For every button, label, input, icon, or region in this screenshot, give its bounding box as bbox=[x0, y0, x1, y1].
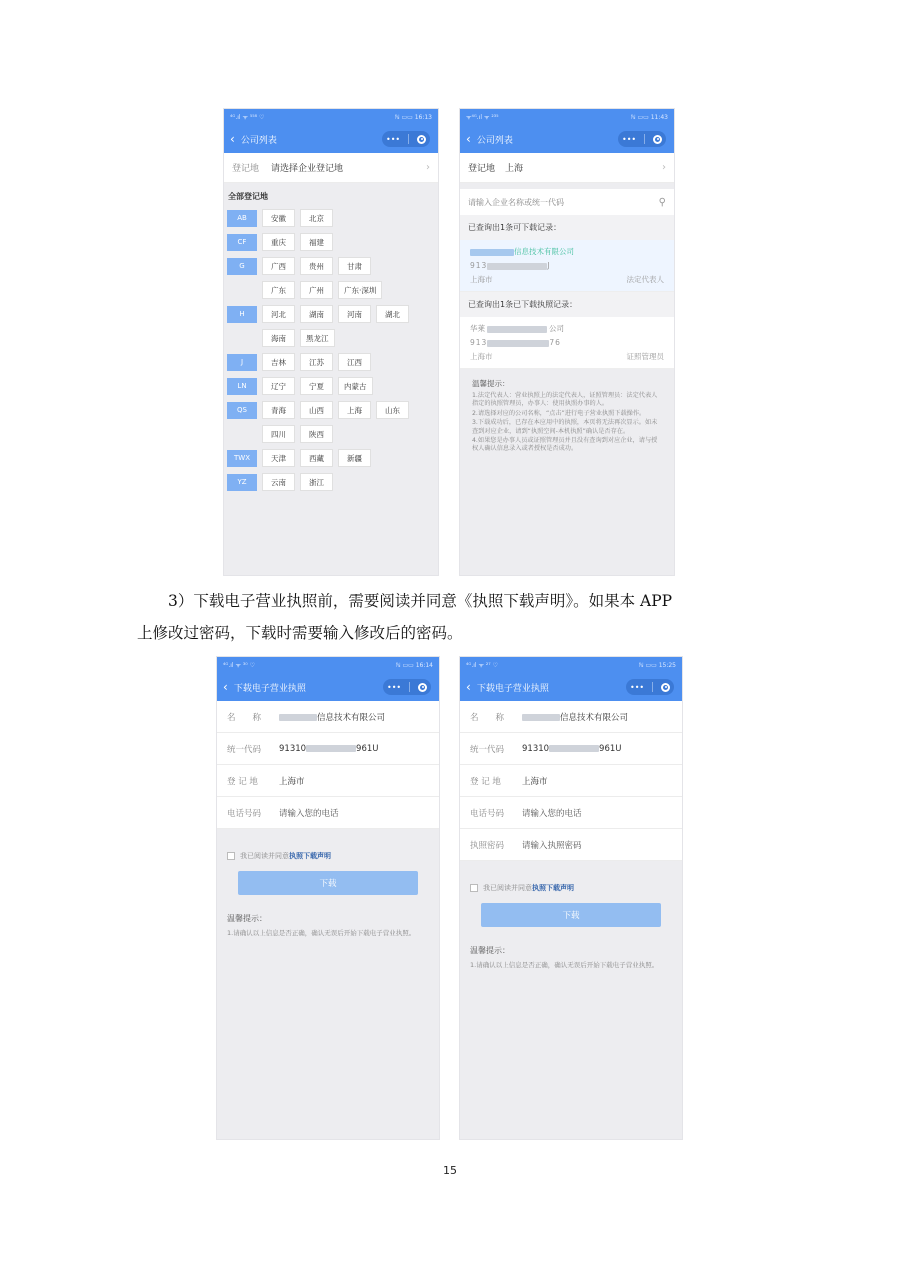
reg-value: 上海 bbox=[505, 164, 524, 174]
phone-input[interactable]: 请输入您的电话 bbox=[279, 808, 339, 819]
mini-program-capsule[interactable] bbox=[382, 131, 430, 147]
download-button[interactable]: 下载 bbox=[481, 903, 661, 927]
status-signal: ᯤ⁴ᴳ.ıl ᯤ ²³⁵ bbox=[466, 114, 499, 121]
region-groups bbox=[224, 208, 438, 492]
region-letter-badge: CF bbox=[227, 234, 257, 251]
region-chip[interactable]: 广东·深圳 bbox=[338, 281, 382, 299]
phone-screenshot-company-list bbox=[459, 108, 675, 576]
region-group-row bbox=[227, 280, 438, 300]
nav-bar bbox=[460, 125, 674, 153]
name-value: 信息技术有限公司 bbox=[522, 711, 628, 723]
region-chip[interactable]: 江西 bbox=[338, 353, 371, 371]
search-bar[interactable] bbox=[460, 189, 674, 215]
region-chip[interactable]: 浙江 bbox=[300, 473, 333, 491]
region-chip[interactable]: 辽宁 bbox=[262, 377, 295, 395]
company-code: 913 J bbox=[470, 261, 551, 270]
registration-selector[interactable] bbox=[460, 153, 674, 183]
tips-block bbox=[460, 369, 674, 465]
region-group-row bbox=[227, 328, 438, 348]
search-input[interactable]: 请输入企业名称或统一代码 bbox=[468, 197, 564, 207]
back-arrow-icon[interactable]: ‹ bbox=[466, 680, 471, 694]
code-label: 统一代码 bbox=[227, 744, 262, 755]
redacted-block bbox=[306, 745, 356, 752]
phone-screenshot-region-list bbox=[223, 108, 439, 576]
status-bar bbox=[224, 109, 438, 125]
more-icon[interactable]: ••• bbox=[621, 134, 637, 144]
mini-program-capsule[interactable] bbox=[383, 679, 431, 695]
region-chip[interactable]: 江苏 bbox=[300, 353, 333, 371]
region-letter-badge: G bbox=[227, 258, 257, 275]
status-signal: ⁴ᴳ.ıl ᯤ ⁵⁵⁸ ♡ bbox=[230, 114, 265, 121]
status-time: ℕ ▭▭ 11:43 bbox=[630, 113, 668, 121]
region-chip[interactable]: 黑龙江 bbox=[300, 329, 335, 347]
code-label: 统一代码 bbox=[470, 744, 505, 755]
nav-title: 公司列表 bbox=[476, 135, 513, 146]
region-chip[interactable]: 陕西 bbox=[300, 425, 333, 443]
nav-bar bbox=[224, 125, 438, 153]
region-group-row bbox=[227, 232, 438, 252]
status-time: ℕ ▭▭ 15:25 bbox=[638, 661, 676, 669]
company-city: 上海市 bbox=[470, 352, 493, 361]
tip-item: 2.请选择对应的公司名称，“点击”进行电子营业执照下载操作。 bbox=[472, 409, 646, 417]
company-record-downloadable[interactable] bbox=[460, 240, 674, 292]
name-row bbox=[460, 701, 682, 733]
company-role: 证照管理员 bbox=[626, 352, 664, 361]
region-letter-badge: YZ bbox=[227, 474, 257, 491]
chevron-right-icon: › bbox=[662, 162, 666, 173]
company-code: 913 76 bbox=[470, 338, 561, 347]
tips-block bbox=[460, 927, 682, 971]
status-signal: ⁴ᴳ.ıl ᯤ ³⁰ ♡ bbox=[223, 662, 255, 669]
reg-label: 登 记 地 bbox=[470, 776, 501, 787]
redacted-block bbox=[487, 340, 549, 347]
region-chip[interactable]: 安徽 bbox=[262, 209, 295, 227]
region-group-row bbox=[227, 400, 438, 420]
region-chip[interactable]: 广西 bbox=[262, 257, 295, 275]
region-chip[interactable]: 广州 bbox=[300, 281, 333, 299]
back-arrow-icon[interactable]: ‹ bbox=[230, 132, 235, 146]
region-chip[interactable]: 贵州 bbox=[300, 257, 333, 275]
redacted-block bbox=[487, 326, 547, 333]
region-chip[interactable]: 广东 bbox=[262, 281, 295, 299]
name-row bbox=[217, 701, 439, 733]
code-row bbox=[217, 733, 439, 765]
back-arrow-icon[interactable]: ‹ bbox=[466, 132, 471, 146]
more-icon[interactable]: ••• bbox=[629, 682, 645, 692]
region-chip[interactable]: 新疆 bbox=[338, 449, 371, 467]
region-group-row bbox=[227, 352, 438, 372]
page-number: 15 bbox=[443, 1164, 457, 1177]
agreement-row[interactable] bbox=[460, 883, 682, 893]
region-chip[interactable]: 北京 bbox=[300, 209, 333, 227]
reg-row bbox=[217, 765, 439, 797]
region-chip[interactable]: 河北 bbox=[262, 305, 295, 323]
region-letter-badge bbox=[227, 426, 257, 443]
download-button[interactable]: 下载 bbox=[238, 871, 418, 895]
region-letter-badge: J bbox=[227, 354, 257, 371]
downloaded-section-title: 已查询出1条已下载执照记录： bbox=[460, 292, 674, 317]
search-icon[interactable]: ⚲ bbox=[658, 196, 666, 208]
more-icon[interactable]: ••• bbox=[385, 134, 401, 144]
code-value: 91310 961U bbox=[522, 743, 622, 754]
nav-title: 下载电子营业执照 bbox=[476, 683, 549, 694]
agree-text: 我已阅读并同意 bbox=[483, 884, 532, 892]
tips-title: 温馨提示： bbox=[470, 946, 510, 955]
password-input[interactable]: 请输入执照密码 bbox=[522, 840, 582, 851]
reg-value: 请选择企业登记地 bbox=[271, 164, 344, 174]
phone-row[interactable] bbox=[460, 797, 682, 829]
redacted-block bbox=[549, 745, 599, 752]
tips-title: 温馨提示： bbox=[227, 914, 267, 923]
region-letter-badge: TWX bbox=[227, 450, 257, 467]
phone-input[interactable]: 请输入您的电话 bbox=[522, 808, 582, 819]
status-time: ℕ ▭▭ 16:14 bbox=[395, 661, 433, 669]
tips-block bbox=[217, 895, 439, 939]
reg-row bbox=[460, 765, 682, 797]
name-value: 信息技术有限公司 bbox=[279, 711, 385, 723]
region-chip[interactable]: 甘肃 bbox=[338, 257, 371, 275]
agree-checkbox[interactable] bbox=[470, 884, 478, 892]
nav-bar bbox=[460, 673, 682, 701]
region-group-row bbox=[227, 472, 438, 492]
region-chip[interactable]: 吉林 bbox=[262, 353, 295, 371]
redacted-block bbox=[470, 249, 514, 256]
region-letter-badge: LN bbox=[227, 378, 257, 395]
tip-item: 1.请确认以上信息是否正确，确认无误后开始下载电子营业执照。 bbox=[227, 929, 416, 937]
code-row bbox=[460, 733, 682, 765]
mini-program-capsule[interactable] bbox=[618, 131, 666, 147]
reg-value: 上海市 bbox=[279, 776, 305, 787]
phone-screenshot-download-form-password bbox=[459, 656, 683, 1140]
status-time: ℕ ▭▭ 16:13 bbox=[394, 113, 432, 121]
region-group-row bbox=[227, 208, 438, 228]
region-chip[interactable]: 西藏 bbox=[300, 449, 333, 467]
redacted-block bbox=[487, 263, 547, 270]
region-group-row bbox=[227, 256, 438, 276]
tip-item: 1.请确认以上信息是否正确，确认无误后开始下载电子营业执照。 bbox=[470, 961, 659, 969]
region-group-row bbox=[227, 304, 438, 324]
agree-checkbox[interactable] bbox=[227, 852, 235, 860]
close-target-icon[interactable] bbox=[418, 683, 427, 692]
region-chip[interactable]: 河南 bbox=[338, 305, 371, 323]
region-letter-badge bbox=[227, 330, 257, 347]
status-signal: ⁴ᴳ.ıl ᯤ ²⁷ ♡ bbox=[466, 662, 498, 669]
tip-item: 4.如果您是办事人员或证照管理员并且没有查询到对应企业，请与授权人确认信息录入或者授权是否成功。 bbox=[472, 436, 658, 453]
region-chip[interactable]: 宁夏 bbox=[300, 377, 333, 395]
password-row[interactable] bbox=[460, 829, 682, 861]
status-bar bbox=[460, 657, 682, 673]
nav-title: 下载电子营业执照 bbox=[233, 683, 306, 694]
region-chip[interactable]: 重庆 bbox=[262, 233, 295, 251]
phone-label: 电话号码 bbox=[470, 808, 505, 819]
code-value: 91310 961U bbox=[279, 743, 379, 754]
reg-label: 登 记 地 bbox=[227, 776, 258, 787]
region-chip[interactable]: 四川 bbox=[262, 425, 295, 443]
region-group-row bbox=[227, 448, 438, 468]
company-role: 法定代表人 bbox=[626, 275, 664, 284]
company-name: 信息技术有限公司 bbox=[470, 246, 664, 257]
reg-value: 上海市 bbox=[522, 776, 548, 787]
region-chip[interactable]: 山东 bbox=[376, 401, 409, 419]
tips-title: 温馨提示： bbox=[472, 379, 510, 388]
name-label: 名 称 bbox=[227, 712, 262, 723]
status-bar bbox=[217, 657, 439, 673]
agree-text: 我已阅读并同意 bbox=[240, 852, 289, 860]
region-chip[interactable]: 青海 bbox=[262, 401, 295, 419]
close-target-icon[interactable] bbox=[661, 683, 670, 692]
agreement-link[interactable]: 执照下载声明 bbox=[532, 884, 574, 892]
close-target-icon[interactable] bbox=[417, 135, 426, 144]
redacted-block bbox=[279, 714, 317, 721]
company-name: 华莱 公司 bbox=[470, 324, 564, 333]
region-chip[interactable]: 福建 bbox=[300, 233, 333, 251]
region-letter-badge: AB bbox=[227, 210, 257, 227]
company-city: 上海市 bbox=[470, 275, 493, 284]
tip-item: 1.法定代表人：营业执照上的法定代表人，证照管理员：法定代表人指定的执照管理员，办事人：使用执照办事的人。 bbox=[472, 392, 658, 408]
region-group-row bbox=[227, 424, 438, 444]
nav-bar bbox=[217, 673, 439, 701]
paragraph-line-1: 3）下载电子营业执照前，需要阅读并同意《执照下载声明》。如果本 APP bbox=[168, 592, 673, 610]
more-icon[interactable]: ••• bbox=[386, 682, 402, 692]
region-letter-badge: H bbox=[227, 306, 257, 323]
mini-program-capsule[interactable] bbox=[626, 679, 674, 695]
name-label: 名 称 bbox=[470, 712, 505, 723]
region-chip[interactable]: 山西 bbox=[300, 401, 333, 419]
region-chip[interactable]: 湖北 bbox=[376, 305, 409, 323]
all-regions-title: 全部登记地 bbox=[228, 192, 268, 201]
paragraph-line-2: 上修改过密码，下载时需要输入修改后的密码。 bbox=[137, 624, 463, 642]
region-letter-badge: QS bbox=[227, 402, 257, 419]
agreement-link[interactable]: 执照下载声明 bbox=[289, 852, 331, 860]
phone-row[interactable] bbox=[217, 797, 439, 829]
region-chip[interactable]: 湖南 bbox=[300, 305, 333, 323]
downloadable-section-title: 已查询出1条可下载记录： bbox=[460, 215, 674, 240]
close-target-icon[interactable] bbox=[653, 135, 662, 144]
region-chip[interactable]: 天津 bbox=[262, 449, 295, 467]
region-letter-badge bbox=[227, 282, 257, 299]
back-arrow-icon[interactable]: ‹ bbox=[223, 680, 228, 694]
company-record-downloaded[interactable] bbox=[460, 317, 674, 369]
region-group-row bbox=[227, 376, 438, 396]
reg-label: 登记地 bbox=[232, 164, 260, 174]
region-chip[interactable]: 云南 bbox=[262, 473, 295, 491]
region-chip[interactable]: 海南 bbox=[262, 329, 295, 347]
agreement-row[interactable] bbox=[217, 851, 439, 861]
reg-label: 登记地 bbox=[468, 164, 496, 174]
phone-label: 电话号码 bbox=[227, 808, 262, 819]
nav-title: 公司列表 bbox=[240, 135, 277, 146]
region-chip[interactable]: 内蒙古 bbox=[338, 377, 373, 395]
redacted-block bbox=[522, 714, 560, 721]
tip-item: 3.下载成功后，已存在本应用中的执照，本页将无法再次显示。如未查到对应企业，请到“执照空间-本机执照”确认是否存在。 bbox=[472, 419, 658, 435]
chevron-right-icon: › bbox=[426, 162, 430, 173]
registration-selector[interactable] bbox=[224, 153, 438, 183]
password-label: 执照密码 bbox=[470, 840, 505, 851]
region-chip[interactable]: 上海 bbox=[338, 401, 371, 419]
phone-screenshot-download-form bbox=[216, 656, 440, 1140]
status-bar bbox=[460, 109, 674, 125]
